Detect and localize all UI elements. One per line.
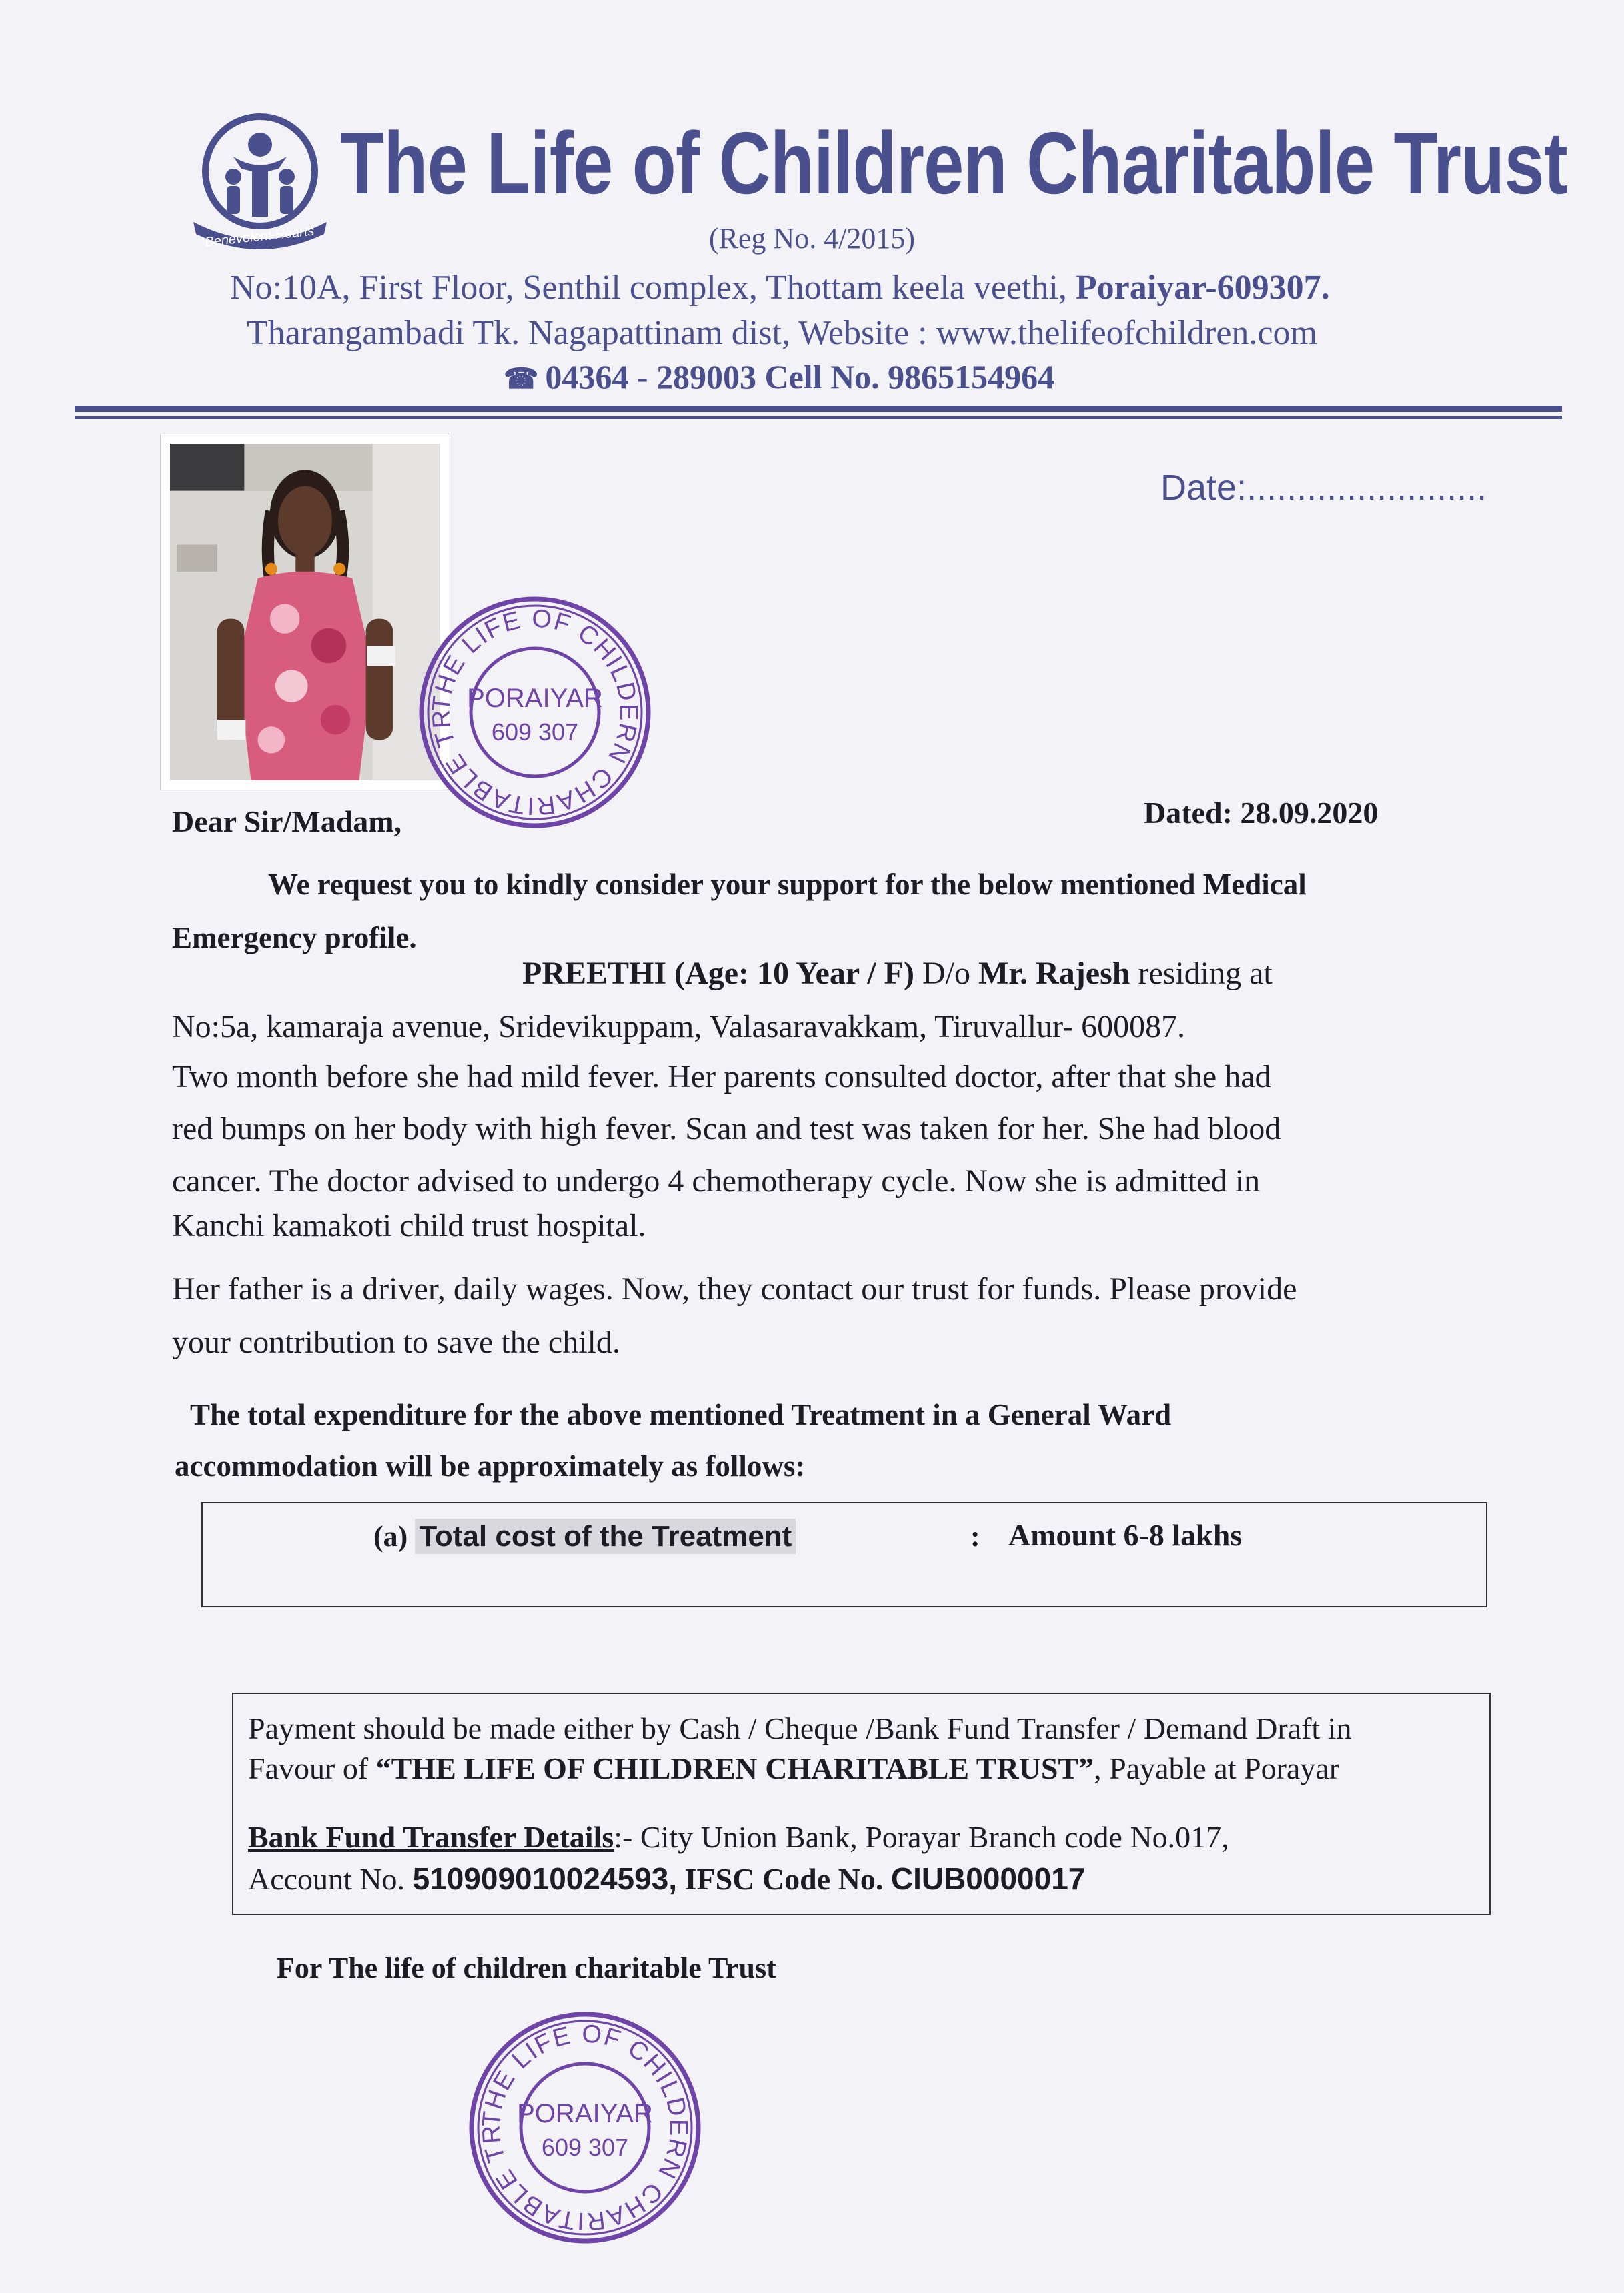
patient-line (522, 955, 1273, 992)
stamp-center-bottom: 609 307 (491, 718, 579, 746)
patient-parent: Mr. Rajesh (978, 956, 1130, 991)
date-placeholder: Date:........................ (1160, 468, 1487, 508)
payee-name: “THE LIFE OF CHILDREN CHARITABLE TRUST” (375, 1751, 1094, 1785)
logo-text: Benevolent Hearts (204, 223, 315, 250)
stamp-center-top: PORAIYAR (467, 684, 603, 713)
cost-box (201, 1502, 1487, 1607)
cost-item-label: Total cost of the Treatment (415, 1519, 796, 1554)
trust-stamp-top (415, 592, 655, 832)
expenditure-line: The total expenditure for the above mentioned Treatment in a General Ward (190, 1398, 1172, 1431)
cost-item (373, 1519, 796, 1553)
story-line: Kanchi kamakoti child trust hospital. (172, 1208, 646, 1243)
payment-favour-suffix: , Payable at Porayar (1094, 1751, 1340, 1785)
payment-methods: Payment should be made either by Cash / Cheque /Bank Fund Transfer / Demand Draft in (248, 1711, 1352, 1745)
story-line: cancer. The doctor advised to undergo 4 chemotherapy cycle. Now she is admitted in (172, 1163, 1261, 1199)
bank-details-text: :- City Union Bank, Porayar Branch code No.017, (614, 1820, 1229, 1854)
payment-favour (248, 1751, 1339, 1786)
patient-name-age: PREETHI (Age: 10 Year / F) (522, 956, 914, 991)
signoff: For The life of children charitable Trust (277, 1952, 776, 1984)
stamp-ring-text: THE LIFE OF CHILDERN CHARITABLE TR (427, 604, 643, 820)
account-prefix: Account No. (248, 1862, 413, 1896)
bank-label: Bank Fund Transfer Details (248, 1820, 614, 1854)
patient-address: No:5a, kamaraja avenue, Sridevikuppam, Valasaravakkam, Tiruvallur- 600087. (172, 1009, 1186, 1044)
letter-date: Dated: 28.09.2020 (1144, 796, 1379, 830)
patient-photo (160, 434, 450, 790)
ifsc-code: CIUB0000017 (890, 1861, 1086, 1896)
stamp-center-top: PORAIYAR (517, 2099, 653, 2128)
account-details (248, 1861, 1085, 1897)
account-number: 510909010024593, (412, 1861, 678, 1896)
stamp-center-bottom: 609 307 (541, 2134, 629, 2161)
registration-number: (Reg No. 4/2015) (708, 222, 916, 255)
telephone-icon: ☎ (504, 364, 539, 395)
address-city: Poraiyar-609307. (1075, 269, 1330, 307)
ifsc-label: IFSC Code No. (677, 1862, 891, 1896)
bank-details (248, 1819, 1229, 1855)
cost-colon: : (970, 1520, 980, 1553)
cost-item-prefix: (a) (373, 1520, 416, 1553)
payment-favour-prefix: Favour of (248, 1751, 376, 1785)
request-line-2: Emergency profile. (172, 921, 417, 954)
appeal-line: your contribution to save the child. (172, 1325, 620, 1360)
story-line: Two month before she had mild fever. Her parents consulted doctor, after that she had (172, 1059, 1271, 1094)
address-line-1 (230, 268, 1330, 307)
appeal-line: Her father is a driver, daily wages. Now, they contact our trust for funds. Please provide (172, 1271, 1297, 1307)
trust-stamp-bottom (465, 2008, 705, 2248)
stamp-ring-text: THE LIFE OF CHILDERN CHARITABLE TR (477, 2020, 693, 2236)
story-line: red bumps on her body with high fever. Scan and test was taken for her. She had blood (172, 1111, 1281, 1146)
address-street: No:10A, First Floor, Senthil complex, Thottam keela veethi, (230, 269, 1076, 307)
address-line-2: Tharangambadi Tk. Nagapattinam dist, Website : www.thelifeofchildren.com (247, 314, 1317, 352)
header-rule-thin (75, 416, 1562, 419)
cost-amount: Amount 6-8 lakhs (1008, 1518, 1243, 1552)
phone-text: 04364 - 289003 Cell No. 9865154964 (545, 358, 1055, 396)
patient-parent-prefix: D/o (914, 956, 978, 991)
expenditure-line: accommodation will be approximately as follows: (175, 1449, 806, 1483)
request-line-1: We request you to kindly consider your support for the below mentioned Medical (268, 868, 1307, 901)
phone-numbers (504, 357, 1054, 396)
header-rule-thick (75, 406, 1562, 412)
salutation: Dear Sir/Madam, (172, 804, 402, 838)
patient-suffix: residing at (1130, 956, 1273, 991)
trust-title: The Life of Children Charitable Trust (340, 114, 1567, 212)
